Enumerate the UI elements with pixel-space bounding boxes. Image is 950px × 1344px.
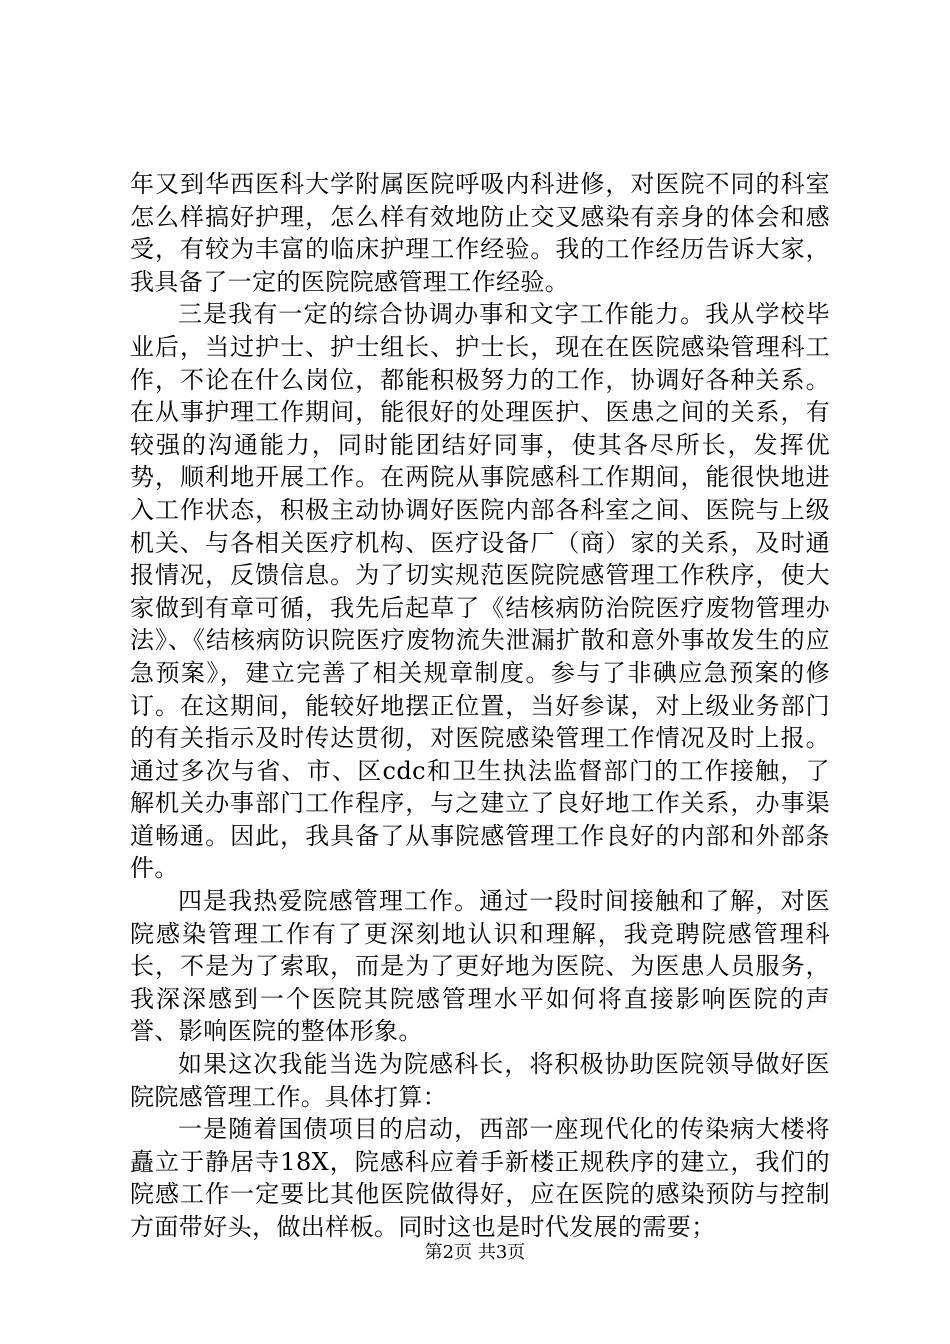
page-footer: 第2页 共3页 [424, 1242, 526, 1263]
paragraph-plan-intro: 如果这次我能当选为院感科长，将积极协助医院领导做好医院院感管理工作。具体打算： [130, 1050, 830, 1111]
paragraph-plan-one: 一是随着国债项目的启动，西部一座现代化的传染病大楼将矗立于静居寺18X，院感科应着手新楼正规秩序的建立，我们的院感工作一定要比其他医院做得好，应在医院的感染预防与控制方面带好头，做出样板。同时这也是时代发展的需要； [130, 1115, 830, 1241]
paragraph-passion: 四是我热爱院感管理工作。通过一段时间接触和了解，对医院感染管理工作有了更深刻地认识和理解，我竞聘院感管理科长，不是为了索取，而是为了更好地为医院、为医患人员服务，我深深感到一个医院其院感管理水平如何将直接影响医院的声誉、影响医院的整体形象。 [130, 887, 830, 1046]
document-body [130, 168, 830, 1244]
paragraph-coordination-ability: 三是我有一定的综合协调办事和文字工作能力。我从学校毕业后，当过护士、护士组长、护士长，现在在医院感染管理科工作，不论在什么岗位，都能积极努力的工作，协调好各种关系。在从事护理工作期间，能很好的处理医护、医患之间的关系，有较强的沟通能力，同时能团结好同事，使其各尽所长，发挥优势，顺利地开展工作。在两院从事院感科工作期间，能很快地进入工作状态，积极主动协调好医院内部各科室之间、医院与上级机关、与各相关医疗机构、医疗设备厂（商）家的关系，及时通报情况，反馈信息。为了切实规范医院院感管理工作秩序，使大家做到有章可循，我先后起草了《结核病防治院医疗废物管理办法》、《结核病防识院医疗废物流失泄漏扩散和意外事故发生的应急预案》，建立完善了相关规章制度。参与了非碘应急预案的修订。在这期间，能较好地摆正位置，当好参谋，对上级业务部门的有关指示及时传达贯彻，对医院感染管理工作情况及时上报。通过多次与省、市、区cdc和卫生执法监督部门的工作接触，了解机关办事部门工作程序，与之建立了良好地工作关系，办事渠道畅通。因此，我具备了从事院感管理工作良好的内部和外部条件。 [130, 300, 830, 883]
paragraph-continuation: 年又到华西医科大学附属医院呼吸内科进修，对医院不同的科室怎么样搞好护理，怎么样有效地防止交叉感染有亲身的体会和感受，有较为丰富的临床护理工作经验。我的工作经历告诉大家，我具备了一定的医院院感管理工作经验。 [130, 170, 830, 296]
